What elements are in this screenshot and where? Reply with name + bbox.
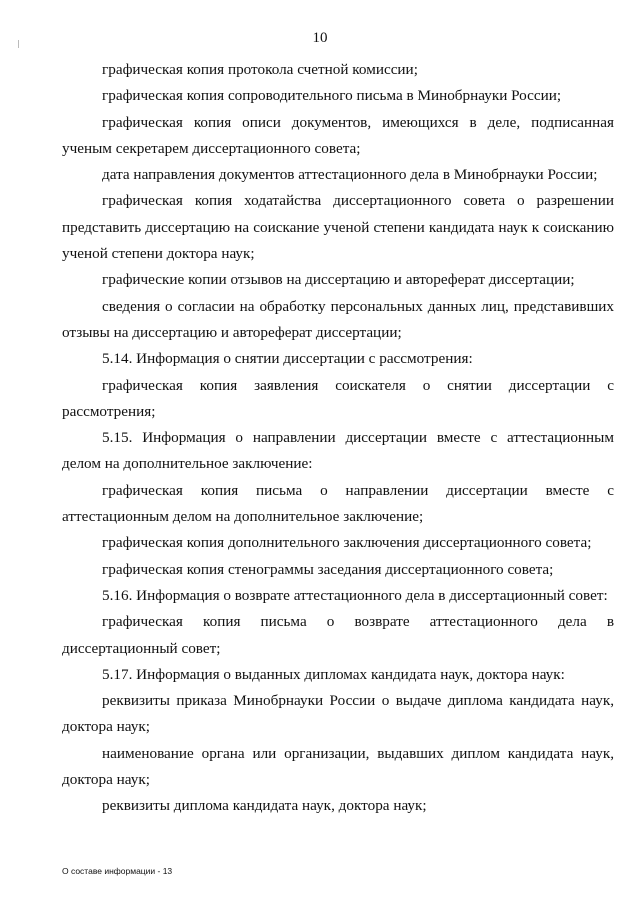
footer-note: О составе информации - 13 — [62, 866, 173, 876]
paragraph: графическая копия письма о направлении диссертации вместе с аттестационным делом на дополнительное заключение; — [62, 481, 614, 526]
paragraph: графическая копия дополнительного заключения диссертационного совета; — [102, 534, 592, 552]
section-heading: 5.14. Информация о снятии диссертации с рассмотрения: — [102, 350, 473, 368]
paragraph: графические копии отзывов на диссертацию и автореферат диссертации; — [102, 271, 575, 289]
document-body — [62, 57, 614, 820]
paragraph: графическая копия протокола счетной комиссии; — [102, 61, 418, 78]
section-heading: 5.17. Информация о выданных дипломах кандидата наук, доктора наук: — [102, 665, 565, 683]
paragraph: графическая копия ходатайства диссертационного совета о разрешении представить диссертацию на соискание ученой степени кандидата наук к соисканию ученой степени доктора наук; — [62, 192, 614, 263]
paragraph: графическая копия сопроводительного письма в Минобрнауки России; — [102, 87, 562, 105]
section-heading: 5.15. Информация о направлении диссертации вместе с аттестационным делом на дополнительное заключение: — [62, 429, 614, 473]
paragraph: графическая копия описи документов, имеющихся в деле, подписанная ученым секретарем диссертационного совета; — [62, 113, 614, 157]
paragraph: наименование органа или организации, выдавших диплом кандидата наук, доктора наук; — [62, 744, 614, 789]
paragraph: графическая копия заявления соискателя о снятии диссертации с рассмотрения; — [62, 376, 614, 420]
paragraph: сведения о согласии на обработку персональных данных лиц, представивших отзывы на диссертацию и автореферат диссертации; — [62, 297, 614, 341]
paragraph: реквизиты приказа Минобрнауки России о выдаче диплома кандидата наук, доктора наук; — [62, 692, 614, 736]
paragraph: дата направления документов аттестационного дела в Минобрнауки России; — [102, 166, 598, 184]
section-heading: 5.16. Информация о возврате аттестационного дела в диссертационный совет: — [102, 586, 608, 604]
paragraph: графическая копия письма о возврате аттестационного дела в диссертационный совет; — [62, 613, 614, 657]
paragraph: реквизиты диплома кандидата наук, доктора наук; — [102, 797, 427, 815]
paragraph: графическая копия стенограммы заседания диссертационного совета; — [102, 560, 554, 578]
page-number: 10 — [312, 30, 328, 46]
